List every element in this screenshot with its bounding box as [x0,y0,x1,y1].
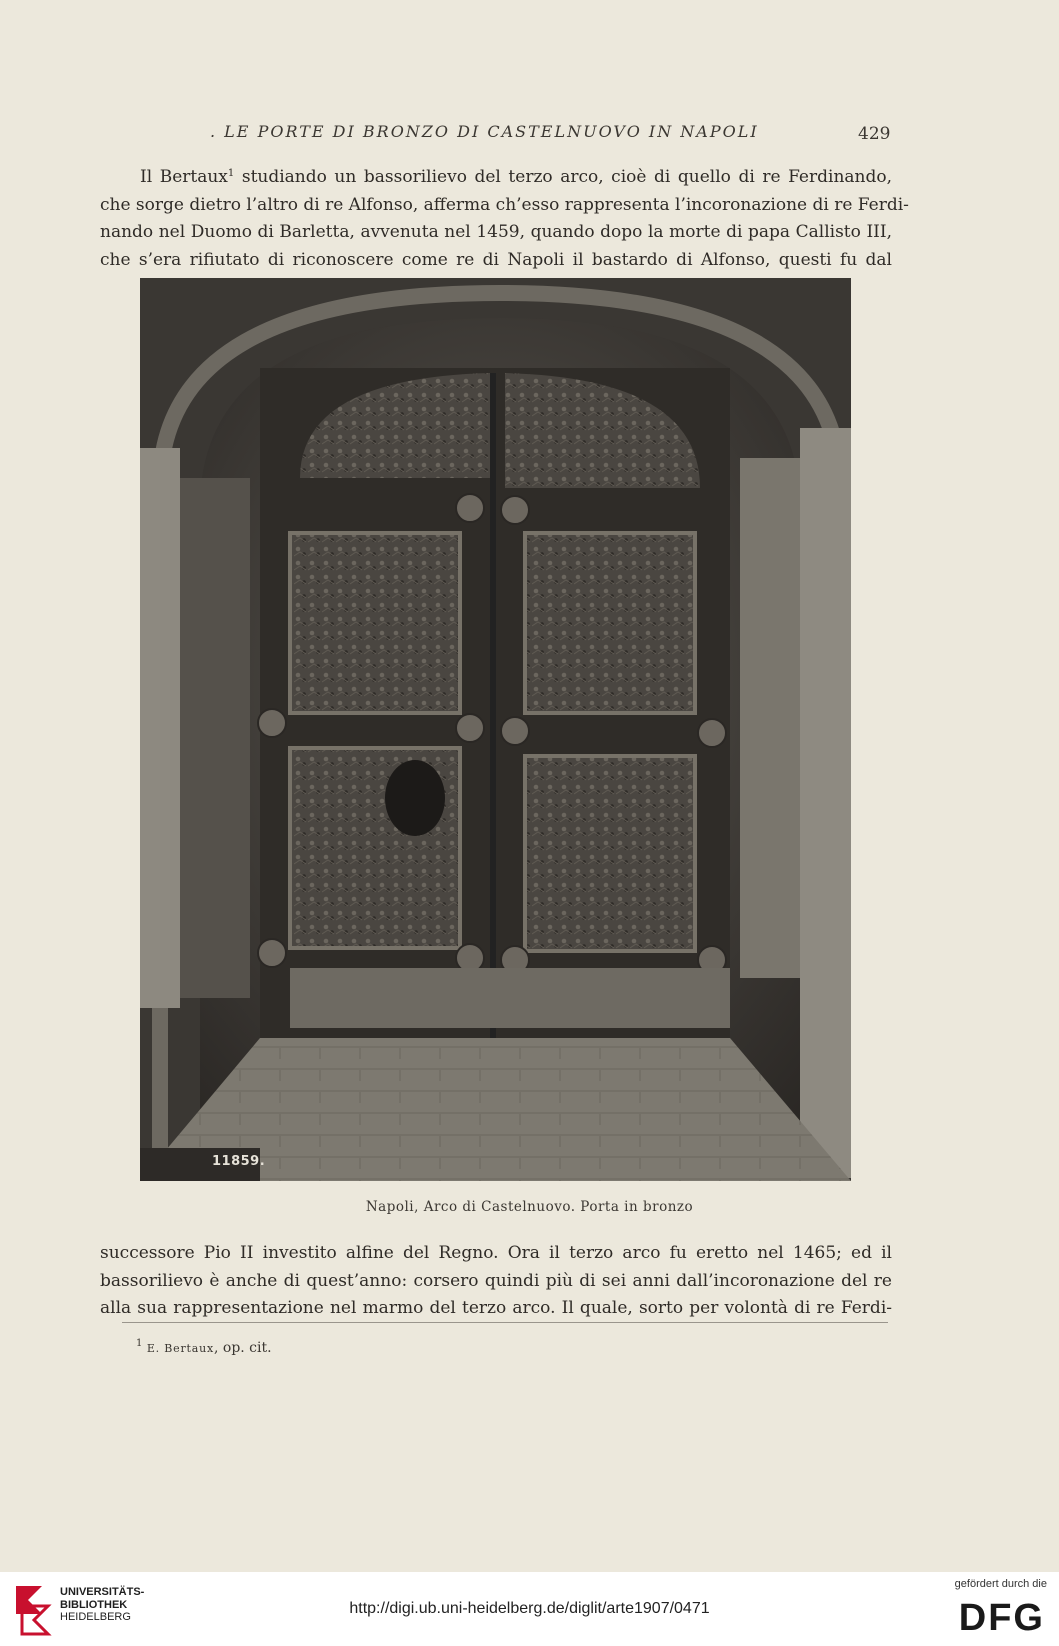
footnote-reference[interactable]: 1 [227,168,235,179]
text-line: Il Bertaux$^1$ studiando un bassorilievo del terzo arco, cioè di quello di re Ferdinando, [140,167,892,187]
running-head: . LE PORTE DI BRONZO DI CASTELNUOVO IN NAPOLI [210,122,759,141]
text-line: che sorge dietro l’altro di re Alfonso, afferma ch’esso rappresenta l’incoronazione di re Ferdi- [100,194,909,215]
library-name: UNIVERSITÄTS- BIBLIOTHEK HEIDELBERG [60,1586,145,1623]
paragraph-bottom [100,1240,892,1323]
digitization-footer [0,1572,1059,1646]
footnote-citation: , op. cit. [213,1340,272,1356]
footnote-mark: 1 [136,1338,143,1349]
text-line: che s’era rifiutato di riconoscere come re di Napoli il bastardo di Alfonso, questi fu dal [100,249,892,270]
figure-caption: Napoli, Arco di Castelnuovo. Porta in bronzo [365,1199,694,1215]
door-illustration [140,278,851,1181]
text-line: nando nel Duomo di Barletta, avvenuta nel 1459, quando dopo la morte di papa Callisto III, [100,222,892,242]
funded-by-label: gefördert durch die [954,1578,1047,1590]
bronze-door-photograph [140,278,851,1181]
footnote-author: E. Bertaux [146,1342,214,1355]
text-line: bassorilievo è anche di quest’anno: corsero quindi più di sei anni dall’incoronazione del re [100,1270,892,1291]
paragraph-top [100,160,909,274]
page-number: 429 [858,124,891,144]
permalink-url[interactable]: http://digi.ub.uni-heidelberg.de/diglit/arte1907/0471 [349,1600,710,1617]
text-line: alla sua rappresentazione nel marmo del terzo arco. Il quale, sorto per volontà di re Ferdi- [100,1298,892,1318]
dfg-logo: DFG [958,1597,1045,1639]
footnote [136,1338,272,1356]
plate-number: 11859. [212,1154,266,1169]
text-line: successore Pio II investito alfine del Regno. Ora il terzo arco fu eretto nel 1465; ed il [100,1243,892,1263]
footnote-divider [122,1322,888,1323]
